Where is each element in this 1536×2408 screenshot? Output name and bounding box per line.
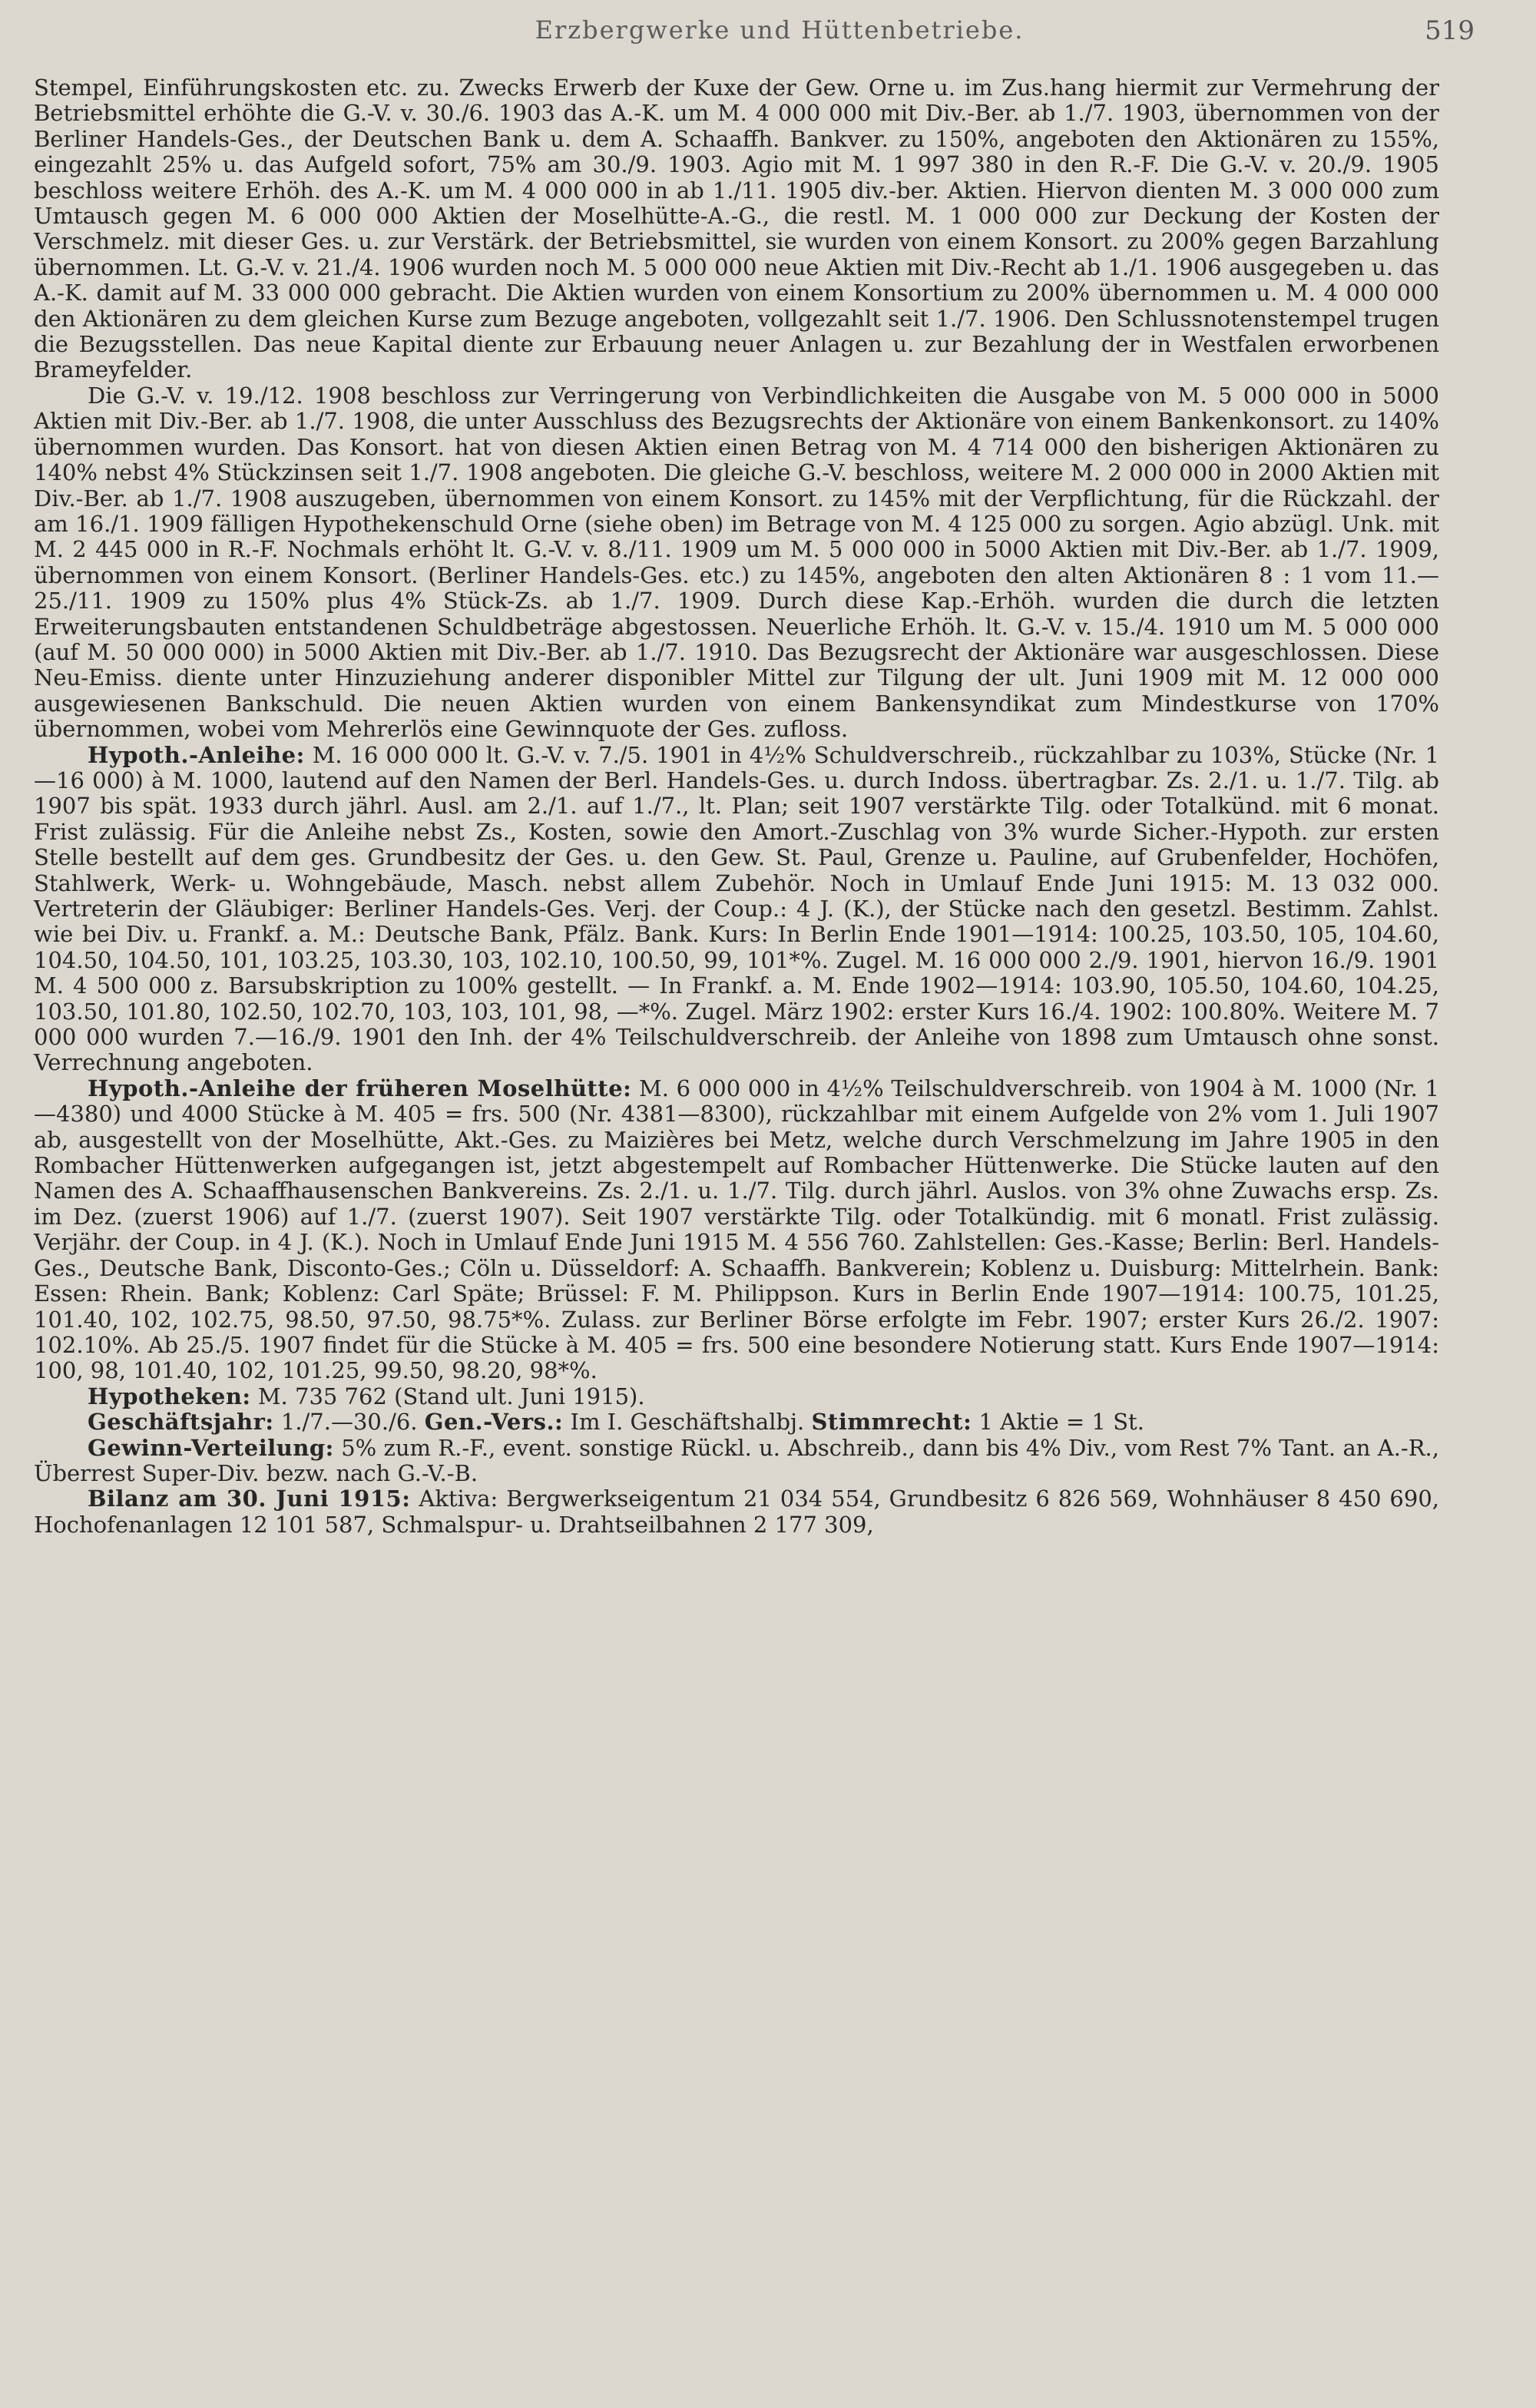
- section-heading: Gewinn-Verteilung:: [88, 1434, 334, 1461]
- paragraph-moselhuette-anleihe: [34, 1076, 1439, 1384]
- paragraph-hypoth-anleihe: [34, 743, 1439, 1076]
- paragraph-text: M. 6 000 000 in 4½% Teilschuldverschreib. von 1904 à M. 1000 (Nr. 1—4380) und 4000 Stücke à M. 405 = frs. 500 (Nr. 4381—8300), rückzahlbar mit einem Aufgelde von 2% vom 1. Juli 1907 ab, ausgestellt von der Moselhütte, Akt.-Ges. zu Maizières bei Metz, welche durch Verschmelzung im Jahre 1905 in den Rombacher Hüttenwerken aufgegangen ist, jetzt abgestempelt auf Rombacher Hüttenwerke. Die Stücke lauten auf den Namen des A. Schaaffhausenschen Bankvereins. Zs. 2./1. u. 1./7. Tilg. durch jährl. Auslos. von 3% ohne Zuwachs ersp. Zs. im Dez. (zuerst 1906) auf 1./7. (zuerst 1907). Seit 1907 verstärkte Tilg. oder Totalkündig. mit 6 monatl. Frist zulässig. Verjähr. der Coup. in 4 J. (K.). Noch in Umlauf Ende Juni 1915 M. 4 556 760. Zahlstellen: Ges.-Kasse; Berlin: Berl. Handels-Ges., Deutsche Bank, Disconto-Ges.; Cöln u. Düsseldorf: A. Schaaffh. Bankverein; Koblenz u. Duisburg: Mittelrhein. Bank: Essen: Rhein. Bank; Koblenz: Carl Späte; Brüssel: F. M. Philippson. Kurs in Berlin Ende 1907—1914: 100.75, 101.25, 101.40, 102, 102.75, 98.50, 97.50, 98.75*%. Zulass. zur Berliner Börse erfolgte im Febr. 1907; erster Kurs 26./2. 1907: 102.10%. Ab 25./5. 1907 findet für die Stücke à M. 405 = frs. 500 eine besondere Notierung statt. Kurs Ende 1907—1914: 100, 98, 101.40, 102, 101.25, 99.50, 98.20, 98*%.: [34, 1075, 1439, 1384]
- section-heading: Bilanz am 30. Juni 1915:: [88, 1486, 411, 1512]
- paragraph-hypotheken: [34, 1384, 1439, 1409]
- paragraph-text: 1 Aktie = 1 St.: [972, 1409, 1144, 1436]
- paragraph-text: Aktiva: Bergwerkseigentum 21 034 554, Grundbesitz 6 826 569, Wohnhäuser 8 450 690, Hochofenanlagen 12 101 587, Schmalspur- u. Drahtseilbahnen 2 177 309,: [34, 1486, 1440, 1538]
- paragraph-gewinn-verteilung: [34, 1436, 1439, 1487]
- page-number: 519: [1425, 15, 1475, 46]
- running-title: Erzbergwerke und Hüttenbetriebe.: [535, 15, 1025, 45]
- section-heading: Hypoth.-Anleihe der früheren Moselhütte:: [88, 1075, 632, 1101]
- paragraph-text: Stempel, Einführungskosten etc. zu. Zwecks Erwerb der Kuxe der Gew. Orne u. im Zus.hang hiermit zur Vermehrung der Betriebsmittel erhöhte die G.-V. v. 30./6. 1903 das A.-K. um M. 4 000 000 mit Div.-Ber. ab 1./7. 1903, übernommen von der Berliner Handels-Ges., der Deutschen Bank u. dem A. Schaaffh. Bankver. zu 150%, angeboten den Aktionären zu 155%, eingezahlt 25% u. das Aufgeld sofort, 75% am 30./9. 1903. Agio mit M. 1 997 380 in den R.-F. Die G.-V. v. 20./9. 1905 beschloss weitere Erhöh. des A.-K. um M. 4 000 000 in ab 1./11. 1905 div.-ber. Aktien. Hiervon dienten M. 3 000 000 zum Umtausch gegen M. 6 000 000 Aktien der Moselhütte-A.-G., die restl. M. 1 000 000 zur Deckung der Kosten der Verschmelz. mit dieser Ges. u. zur Verstärk. der Betriebsmittel, sie wurden von einem Konsort. zu 200% gegen Barzahlung übernommen. Lt. G.-V. v. 21./4. 1906 wurden noch M. 5 000 000 neue Aktien mit Div.-Recht ab 1./1. 1906 ausgegeben u. das A.-K. damit auf M. 33 000 000 gebracht. Die Aktien wurden von einem Konsortium zu 200% übernommen u. M. 4 000 000 den Aktionären zu dem gleichen Kurse zum Bezuge angeboten, vollgezahlt seit 1./7. 1906. Den Schlussnotenstempel trugen die Bezugsstellen. Das neue Kapital diente zur Erbauung neuer Anlagen u. zur Bezahlung der in Westfalen erworbenen Brameyfelder.: [34, 75, 1439, 383]
- paragraph-text: M. 16 000 000 lt. G.-V. v. 7./5. 1901 in 4½% Schuldverschreib., rückzahlbar zu 103%, Stücke (Nr. 1—16 000) à M. 1000, lautend auf den Namen der Berl. Handels-Ges. u. durch Indoss. übertragbar. Zs. 2./1. u. 1./7. Tilg. ab 1907 bis spät. 1933 durch jährl. Ausl. am 2./1. auf 1./7., lt. Plan; seit 1907 verstärkte Tilg. oder Totalkünd. mit 6 monat. Frist zulässig. Für die Anleihe nebst Zs., Kosten, sowie den Amort.-Zuschlag von 3% wurde Sicher.-Hypoth. zur ersten Stelle bestellt auf dem ges. Grundbesitz der Ges. u. den Gew. St. Paul, Grenze u. Pauline, auf Grubenfelder, Hochöfen, Stahlwerk, Werk- u. Wohngebäude, Masch. nebst allem Zubehör. Noch in Umlauf Ende Juni 1915: M. 13 032 000. Vertreterin der Gläubiger: Berliner Handels-Ges. Verj. der Coup.: 4 J. (K.), der Stücke nach den gesetzl. Bestimm. Zahlst. wie bei Div. u. Frankf. a. M.: Deutsche Bank, Pfälz. Bank. Kurs: In Berlin Ende 1901—1914: 100.25, 103.50, 105, 104.60, 104.50, 104.50, 101, 103.25, 103.30, 103, 102.10, 100.50, 99, 101*%. Zugel. M. 16 000 000 2./9. 1901, hiervon 16./9. 1901 M. 4 500 000 z. Barsubskription zu 100% gestellt. — In Frankf. a. M. Ende 1902—1914: 103.90, 105.50, 104.60, 104.25, 103.50, 101.80, 102.50, 102.70, 103, 103, 101, 98, —*%. Zugel. März 1902: erster Kurs 16./4. 1902: 100.80%. Weitere M. 7 000 000 wurden 7.—16./9. 1901 den Inh. der 4% Teilschuldverschreib. der Anleihe von 1898 zum Umtausch ohne sonst. Verrechnung angeboten.: [34, 741, 1439, 1076]
- section-heading: Geschäftsjahr:: [88, 1409, 274, 1436]
- section-heading: Hypotheken:: [88, 1383, 251, 1409]
- section-heading: Gen.-Vers.:: [424, 1409, 564, 1436]
- paragraph-geschaeftsjahr: [34, 1409, 1439, 1435]
- page-header: [69, 9, 1490, 52]
- paragraph-capital-history: [34, 75, 1439, 383]
- paragraph-text: M. 735 762 (Stand ult. Juni 1915).: [250, 1383, 645, 1409]
- paragraph-text: Die G.-V. v. 19./12. 1908 beschloss zur Verringerung von Verbindlichkeiten die Ausgabe von M. 5 000 000 in 5000 Aktien mit Div.-Ber. ab 1./7. 1908, die unter Ausschluss des Bezugsrechts der Aktionäre von einem Bankenkonsort. zu 140% übernommen wurden. Das Konsort. hat von diesen Aktien einen Betrag von M. 4 714 000 den bisherigen Aktionären zu 140% nebst 4% Stückzinsen seit 1./7. 1908 angeboten. Die gleiche G.-V. beschloss, weitere M. 2 000 000 in 2000 Aktien mit Div.-Ber. ab 1./7. 1908 auszugeben, übernommen von einem Konsort. zu 145% mit der Verpflichtung, für die Rückzahl. der am 16./1. 1909 fälligen Hypothekenschuld Orne (siehe oben) im Betrage von M. 4 125 000 zu sorgen. Agio abzügl. Unk. mit M. 2 445 000 in R.-F. Nochmals erhöht lt. G.-V. v. 8./11. 1909 um M. 5 000 000 in 5000 Aktien mit Div.-Ber. ab 1./7. 1909, übernommen von einem Konsort. (Berliner Handels-Ges. etc.) zu 145%, angeboten den alten Aktionären 8 : 1 vom 11.—25./11. 1909 zu 150% plus 4% Stück-Zs. ab 1./7. 1909. Durch diese Kap.-Erhöh. wurden die durch die letzten Erweiterungsbauten entstandenen Schuldbeträge abgestossen. Neuerliche Erhöh. lt. G.-V. v. 15./4. 1910 um M. 5 000 000 (auf M. 50 000 000) in 5000 Aktien mit Div.-Ber. ab 1./7. 1910. Das Bezugsrecht der Aktionäre war ausgeschlossen. Diese Neu-Emiss. diente unter Hinzuziehung anderer disponibler Mittel zur Tilgung der ult. Juni 1909 mit M. 12 000 000 ausgewiesenen Bankschuld. Die neuen Aktien wurden von einem Bankensyndikat zum Mindestkurse von 170% übernommen, wobei vom Mehrerlös eine Gewinnquote der Ges. zufloss.: [34, 382, 1439, 743]
- paragraph-text: Im I. Geschäftshalbj.: [563, 1409, 812, 1436]
- section-heading: Stimmrecht:: [811, 1409, 972, 1436]
- body-text: [34, 75, 1439, 1538]
- paragraph-bilanz: [34, 1486, 1439, 1538]
- paragraph-text: 5% zum R.-F., event. sonstige Rückl. u. Abschreib., dann bis 4% Div., vom Rest 7% Tant. an A.-R., Überrest Super-Div. bezw. nach G.-V.-B.: [34, 1434, 1439, 1486]
- paragraph-text: 1./7.—30./6.: [273, 1409, 425, 1436]
- paragraph-capital-increases: [34, 383, 1439, 743]
- section-heading: Hypoth.-Anleihe:: [88, 741, 305, 768]
